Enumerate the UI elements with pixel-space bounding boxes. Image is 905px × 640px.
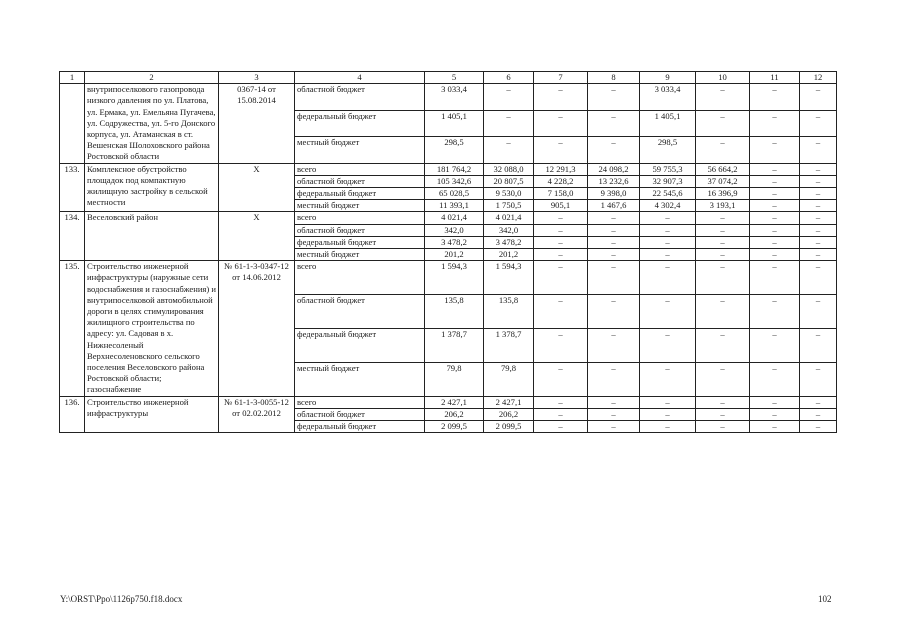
amount-cell: –	[750, 408, 800, 420]
expertise-doc: 0367-14 от 15.08.2014	[219, 84, 295, 163]
amount-cell: 201,2	[425, 249, 484, 261]
amount-cell: –	[640, 212, 696, 224]
amount-cell: 79,8	[484, 362, 534, 396]
amount-cell: –	[534, 212, 588, 224]
amount-cell: 1 594,3	[425, 261, 484, 295]
amount-cell: –	[750, 421, 800, 433]
amount-cell: 135,8	[484, 295, 534, 329]
amount-cell: –	[534, 408, 588, 420]
amount-cell: –	[696, 249, 750, 261]
object-name: внутрипоселкового газопровода низкого давления по ул. Платова, ул. Ермака, ул. Емельяна Пугачева, ул. Содружества, ул. 5-го Донского корпуса, ул. Атаманская в ст. Вешенская Шолоховского района Ростовской области	[85, 84, 219, 163]
amount-cell: 59 755,3	[640, 163, 696, 175]
amount-cell: –	[696, 421, 750, 433]
amount-cell: –	[484, 110, 534, 136]
column-header: 5	[425, 72, 484, 84]
amount-cell: –	[800, 84, 837, 110]
column-number-row	[60, 72, 837, 84]
amount-cell: –	[696, 137, 750, 163]
row-number: 135.	[60, 261, 85, 396]
amount-cell: –	[750, 163, 800, 175]
amount-cell: 1 378,7	[484, 328, 534, 362]
object-name: Комплексное обустройство площадок под компактную жилищную застройку в сельской местности	[85, 163, 219, 212]
funding-source: областной бюджет	[295, 175, 425, 187]
object-name: Веселовский район	[85, 212, 219, 261]
amount-cell: 2 427,1	[425, 396, 484, 408]
funding-source: областной бюджет	[295, 84, 425, 110]
funding-source: федеральный бюджет	[295, 328, 425, 362]
amount-cell: 56 664,2	[696, 163, 750, 175]
amount-cell: –	[534, 84, 588, 110]
amount-cell: –	[640, 236, 696, 248]
amount-cell: 298,5	[425, 137, 484, 163]
amount-cell: 1 378,7	[425, 328, 484, 362]
object-name: Строительство инженерной инфраструктуры	[85, 396, 219, 433]
amount-cell: –	[588, 362, 640, 396]
column-header: 4	[295, 72, 425, 84]
amount-cell: –	[800, 200, 837, 212]
amount-cell: –	[800, 224, 837, 236]
budget-table	[59, 71, 837, 433]
amount-cell: –	[588, 261, 640, 295]
column-header: 8	[588, 72, 640, 84]
amount-cell: –	[750, 188, 800, 200]
amount-cell: –	[750, 295, 800, 329]
amount-cell: –	[640, 295, 696, 329]
amount-cell: –	[534, 295, 588, 329]
amount-cell: 24 098,2	[588, 163, 640, 175]
amount-cell: –	[534, 328, 588, 362]
amount-cell: –	[696, 212, 750, 224]
amount-cell: 105 342,6	[425, 175, 484, 187]
amount-cell: –	[800, 328, 837, 362]
amount-cell: 206,2	[425, 408, 484, 420]
amount-cell: –	[640, 328, 696, 362]
funding-source: областной бюджет	[295, 295, 425, 329]
amount-cell: –	[696, 362, 750, 396]
amount-cell: 342,0	[484, 224, 534, 236]
amount-cell: –	[750, 175, 800, 187]
amount-cell: –	[750, 137, 800, 163]
amount-cell: 37 074,2	[696, 175, 750, 187]
amount-cell: –	[534, 236, 588, 248]
funding-source: местный бюджет	[295, 249, 425, 261]
amount-cell: –	[484, 84, 534, 110]
table-row	[60, 212, 837, 224]
amount-cell: 9 530,0	[484, 188, 534, 200]
funding-source: всего	[295, 396, 425, 408]
funding-source: федеральный бюджет	[295, 188, 425, 200]
amount-cell: –	[640, 249, 696, 261]
amount-cell: –	[640, 408, 696, 420]
amount-cell: –	[750, 200, 800, 212]
amount-cell: –	[588, 295, 640, 329]
amount-cell: 3 478,2	[484, 236, 534, 248]
expertise-doc: Х	[219, 212, 295, 261]
amount-cell: –	[750, 362, 800, 396]
amount-cell: –	[534, 249, 588, 261]
amount-cell: 905,1	[534, 200, 588, 212]
amount-cell: –	[588, 137, 640, 163]
amount-cell: 1 405,1	[425, 110, 484, 136]
table-row	[60, 163, 837, 175]
amount-cell: –	[750, 396, 800, 408]
amount-cell: 3 033,4	[640, 84, 696, 110]
funding-source: местный бюджет	[295, 362, 425, 396]
amount-cell: –	[534, 396, 588, 408]
column-header: 2	[85, 72, 219, 84]
amount-cell: –	[640, 224, 696, 236]
amount-cell: –	[696, 224, 750, 236]
table-body	[60, 84, 837, 433]
amount-cell: 135,8	[425, 295, 484, 329]
amount-cell: 7 158,0	[534, 188, 588, 200]
amount-cell: –	[588, 84, 640, 110]
amount-cell: –	[696, 295, 750, 329]
amount-cell: 298,5	[640, 137, 696, 163]
amount-cell: –	[750, 212, 800, 224]
amount-cell: –	[588, 408, 640, 420]
expertise-doc: № 61-1-3-0055-12 от 02.02.2012	[219, 396, 295, 433]
amount-cell: –	[640, 261, 696, 295]
amount-cell: –	[534, 261, 588, 295]
amount-cell: –	[750, 110, 800, 136]
object-name: Строительство инженерной инфраструктуры (наружные сети водоснабжения и газоснабжения) и внутрипоселковой автомобильной дороги в целях стимулирования жилищного строительства по адресу: ул. Садовая в х. Нижнесоленый Верхнесоленовского сельского поселения Веселовского района Ростовской области; газоснабжение	[85, 261, 219, 396]
amount-cell: –	[750, 328, 800, 362]
amount-cell: –	[696, 84, 750, 110]
amount-cell: –	[800, 188, 837, 200]
amount-cell: 4 228,2	[534, 175, 588, 187]
amount-cell: 32 907,3	[640, 175, 696, 187]
column-header: 6	[484, 72, 534, 84]
row-number	[60, 84, 85, 163]
amount-cell: –	[588, 236, 640, 248]
amount-cell: 1 594,3	[484, 261, 534, 295]
column-header: 10	[696, 72, 750, 84]
amount-cell: 12 291,3	[534, 163, 588, 175]
amount-cell: –	[588, 421, 640, 433]
amount-cell: 1 467,6	[588, 200, 640, 212]
amount-cell: –	[800, 110, 837, 136]
column-header: 1	[60, 72, 85, 84]
funding-source: местный бюджет	[295, 200, 425, 212]
amount-cell: –	[750, 224, 800, 236]
amount-cell: 1 405,1	[640, 110, 696, 136]
amount-cell: 3 033,4	[425, 84, 484, 110]
amount-cell: –	[800, 163, 837, 175]
amount-cell: 20 807,5	[484, 175, 534, 187]
funding-source: федеральный бюджет	[295, 421, 425, 433]
amount-cell: –	[534, 421, 588, 433]
amount-cell: –	[640, 362, 696, 396]
amount-cell: 16 396,9	[696, 188, 750, 200]
column-header: 11	[750, 72, 800, 84]
amount-cell: 13 232,6	[588, 175, 640, 187]
amount-cell: –	[750, 261, 800, 295]
amount-cell: 342,0	[425, 224, 484, 236]
page-number: 102	[818, 594, 832, 604]
amount-cell: –	[800, 137, 837, 163]
amount-cell: –	[534, 110, 588, 136]
amount-cell: –	[534, 224, 588, 236]
funding-source: федеральный бюджет	[295, 236, 425, 248]
amount-cell: 181 764,2	[425, 163, 484, 175]
amount-cell: 65 028,5	[425, 188, 484, 200]
amount-cell: –	[534, 362, 588, 396]
amount-cell: 3 193,1	[696, 200, 750, 212]
amount-cell: –	[750, 84, 800, 110]
amount-cell: –	[696, 261, 750, 295]
funding-source: областной бюджет	[295, 224, 425, 236]
amount-cell: –	[696, 408, 750, 420]
amount-cell: 9 398,0	[588, 188, 640, 200]
amount-cell: –	[800, 396, 837, 408]
amount-cell: –	[800, 212, 837, 224]
amount-cell: 11 393,1	[425, 200, 484, 212]
amount-cell: –	[800, 421, 837, 433]
amount-cell: 3 478,2	[425, 236, 484, 248]
amount-cell: –	[696, 328, 750, 362]
table-row	[60, 396, 837, 408]
table-row	[60, 261, 837, 295]
amount-cell: 79,8	[425, 362, 484, 396]
amount-cell: –	[800, 295, 837, 329]
amount-cell: –	[588, 396, 640, 408]
funding-source: всего	[295, 261, 425, 295]
amount-cell: –	[640, 396, 696, 408]
expertise-doc: № 61-1-3-0347-12 от 14.06.2012	[219, 261, 295, 396]
amount-cell: –	[640, 421, 696, 433]
amount-cell: 2 427,1	[484, 396, 534, 408]
amount-cell: 201,2	[484, 249, 534, 261]
amount-cell: –	[800, 236, 837, 248]
amount-cell: –	[588, 249, 640, 261]
amount-cell: –	[800, 249, 837, 261]
amount-cell: –	[696, 396, 750, 408]
amount-cell: –	[800, 408, 837, 420]
file-path: Y:\ORST\Ppo\1126p750.f18.docx	[60, 594, 183, 604]
table-row	[60, 84, 837, 110]
amount-cell: 206,2	[484, 408, 534, 420]
amount-cell: 2 099,5	[425, 421, 484, 433]
amount-cell: –	[588, 328, 640, 362]
amount-cell: –	[588, 212, 640, 224]
amount-cell: 4 021,4	[425, 212, 484, 224]
amount-cell: –	[800, 261, 837, 295]
funding-source: всего	[295, 212, 425, 224]
amount-cell: 4 021,4	[484, 212, 534, 224]
funding-source: местный бюджет	[295, 137, 425, 163]
funding-source: федеральный бюджет	[295, 110, 425, 136]
amount-cell: –	[534, 137, 588, 163]
column-header: 9	[640, 72, 696, 84]
column-header: 3	[219, 72, 295, 84]
row-number: 136.	[60, 396, 85, 433]
amount-cell: 22 545,6	[640, 188, 696, 200]
amount-cell: –	[800, 175, 837, 187]
funding-source: областной бюджет	[295, 408, 425, 420]
row-number: 133.	[60, 163, 85, 212]
column-header: 7	[534, 72, 588, 84]
amount-cell: –	[696, 236, 750, 248]
amount-cell: 32 088,0	[484, 163, 534, 175]
funding-source: всего	[295, 163, 425, 175]
amount-cell: –	[800, 362, 837, 396]
amount-cell: –	[696, 110, 750, 136]
row-number: 134.	[60, 212, 85, 261]
amount-cell: 1 750,5	[484, 200, 534, 212]
amount-cell: –	[750, 249, 800, 261]
amount-cell: –	[484, 137, 534, 163]
expertise-doc: Х	[219, 163, 295, 212]
amount-cell: 4 302,4	[640, 200, 696, 212]
amount-cell: 2 099,5	[484, 421, 534, 433]
amount-cell: –	[750, 236, 800, 248]
amount-cell: –	[588, 110, 640, 136]
column-header: 12	[800, 72, 837, 84]
amount-cell: –	[588, 224, 640, 236]
